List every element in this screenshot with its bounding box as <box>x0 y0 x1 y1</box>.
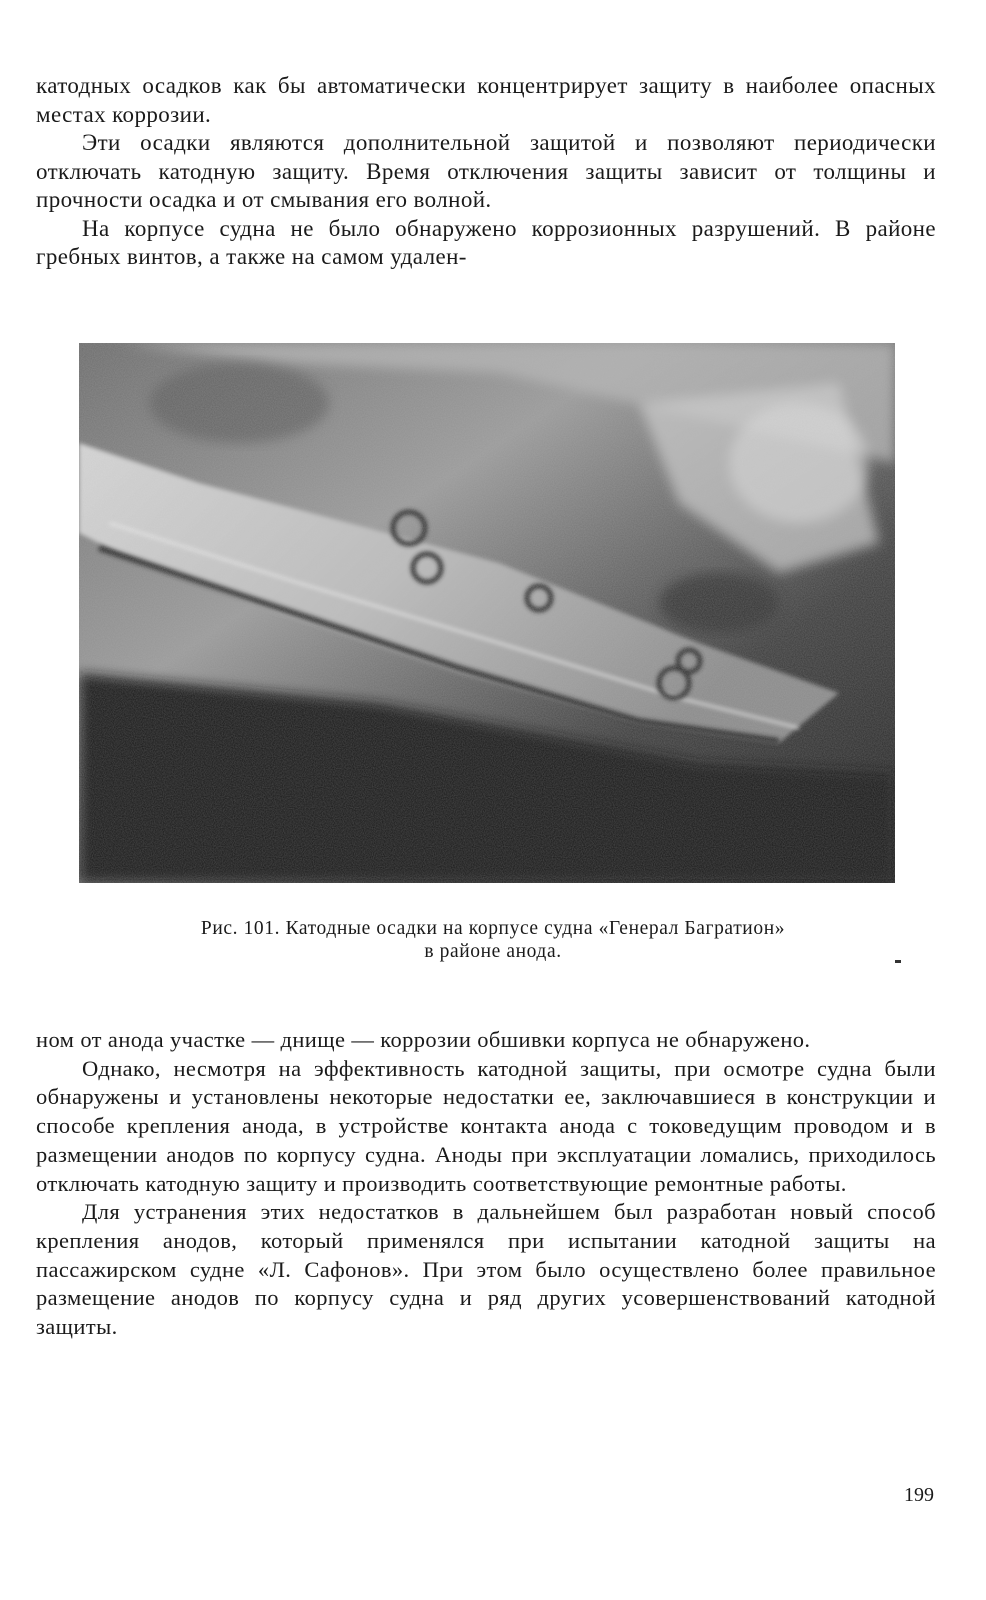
figure-photo <box>79 343 895 883</box>
caption-line-1: Рис. 101. Катодные осадки на корпусе судна «Генерал Багратион» <box>200 918 786 939</box>
print-speck <box>895 960 901 963</box>
paragraph-continued: ном от анода участке — днище — коррозии обшивки корпуса не обнаружено. <box>36 1027 811 1052</box>
page-number: 199 <box>904 1484 934 1506</box>
figure-caption <box>60 917 926 963</box>
top-text-block <box>36 72 936 272</box>
paragraph-hull: На корпусе судна не было обнаружено коррозионных разрушений. В районе гребных винтов, а также на самом удален- <box>36 215 936 269</box>
caption-line-2: в районе анода. <box>424 941 562 962</box>
hull-photo-image <box>79 343 895 883</box>
paragraph-deposits: Эти осадки являются дополнительной защитой и позволяют периодически отключать катодную защиту. Время отключения защиты зависит от толщины и прочности осадка и от смывания его волной. <box>36 130 936 212</box>
paragraph-improvements: Для устранения этих недостатков в дальнейшем был разработан новый способ крепления анодов, который применялся при испытании катодной защиты на пассажирском судне «Л. Сафонов». При этом было осуществлено более правильное размещение анодов по корпусу судна и ряд других усовершенствований катодной защиты. <box>36 1199 936 1340</box>
paragraph-shortcomings: Однако, несмотря на эффективность катодной защиты, при осмотре судна были обнаружены и установлены некоторые недостатки ее, заключавшиеся в конструкции и способе крепления анода, в устройстве контакта анода с токоведущим проводом и в размещении анодов по корпусу судна. Аноды при эксплуатации ломались, приходилось отключать катодную защиту и производить соответствующие ремонтные работы. <box>36 1055 936 1196</box>
paragraph-continuation: катодных осадков как бы автоматически концентрирует защиту в наиболее опасных местах коррозии. <box>36 73 936 127</box>
bottom-text-block <box>36 1026 936 1342</box>
